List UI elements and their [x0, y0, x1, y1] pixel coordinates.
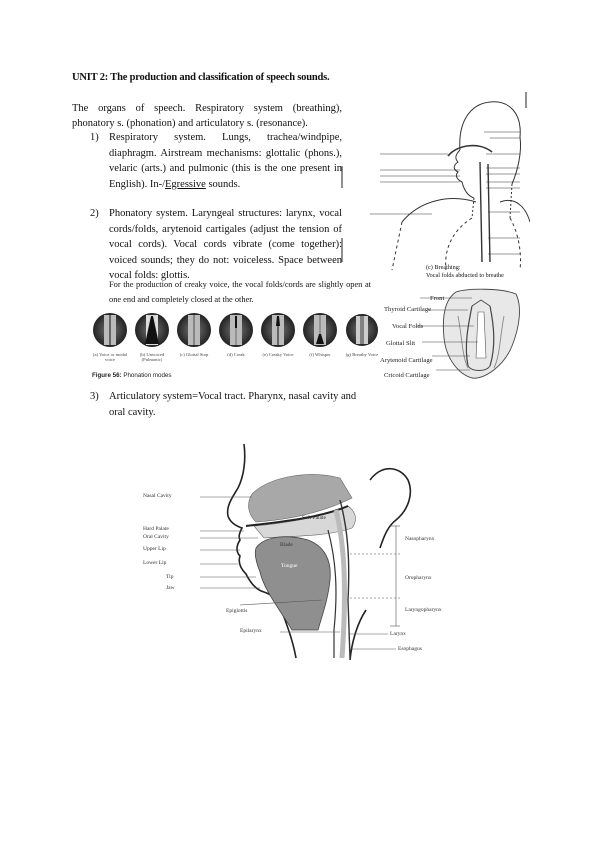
list-number: 1) [90, 132, 99, 143]
intro-paragraph: The organs of speech. Respiratory system (breathing), phonatory s. (phonation) and articulatory s. (resonance). [72, 103, 342, 129]
phonation-mode-label: (b) Unvoiced (Pulmonic) [139, 352, 165, 363]
phonation-mode-label: (e) Creaky Voice [262, 352, 294, 357]
label-thyroid-cartilage: Thyroid Cartilage [384, 306, 432, 313]
label-oropharynx: Oropharynx [405, 575, 432, 581]
vocal-folds-drawing [372, 286, 562, 386]
label-epilarynx: Epilarynx [240, 628, 262, 634]
label-blade: Blade [280, 542, 293, 548]
underlined-word: Egressive [165, 178, 206, 190]
list-number: 2) [90, 208, 99, 219]
caption-text: Phonation modes [123, 372, 172, 379]
label-soft-palate: Soft Palate [302, 515, 326, 521]
label-upper-lip: Upper Lip [143, 546, 166, 552]
phonation-mode-label: (g) Breathy Voice [345, 352, 379, 357]
vocal-folds-figure [372, 286, 562, 386]
breathing-caption-line2: Vocal folds abducted to breathe [426, 272, 504, 279]
label-arytenoid-cartilage: Arytenoid Cartilage [380, 357, 433, 364]
vocal-tract-figure [200, 440, 420, 660]
list-text: Articulatory system=Vocal tract. Pharynx, nasal cavity and oral cavity. [109, 391, 357, 418]
label-nasopharynx: Nasopharynx [405, 536, 435, 542]
respiratory-drawing [340, 92, 530, 272]
caption-label: Figure 56: [92, 372, 122, 379]
phonation-mode-label: (a) Voice or modal voice [92, 352, 128, 363]
list-text-end: sounds. [205, 178, 241, 190]
respiratory-system-figure [340, 92, 530, 272]
label-lower-lip: Lower Lip [143, 560, 167, 566]
list-text: Phonatory system. Laryngeal structures: larynx, vocal cords/folds, arytenoid cartigales (adjust the tension of vocal cords). Vocal cords vibrate (come together): voiced sounds; they do not: voiceless. Space between vocal folds: glottis. [109, 208, 342, 281]
label-nasal-cavity: Nasal Cavity [143, 493, 172, 499]
list-item-phonatory [90, 206, 342, 284]
label-laryngopharynx: Laryngopharynx [405, 607, 442, 613]
phonation-mode-label: (d) Creak [227, 352, 245, 357]
label-tongue: Tongue [281, 563, 298, 569]
vocal-tract-drawing [200, 440, 420, 660]
label-tip: Tip [166, 574, 174, 580]
list-item-articulatory [90, 389, 371, 420]
label-vocal-folds: Vocal Folds [392, 323, 424, 330]
label-front: Front [430, 295, 445, 302]
page-title: UNIT 2: The production and classification of speech sounds. [72, 72, 330, 83]
phonation-circles [88, 308, 378, 354]
list-text: Respiratory system. Lungs, trachea/windpipe, diaphragm. Airstream mechanisms: glottalic (phons.), velaric (arts.) and pulmonic (this is the one present in English). In-/ [109, 132, 342, 190]
label-oral-cavity: Oral Cavity [143, 534, 169, 540]
creaky-voice-note: For the production of creaky voice, the vocal folds/cords are slightly open at one end and completely closed at the other. [109, 280, 371, 304]
label-jaw: Jaw [166, 585, 175, 591]
label-glottal-slit: Glottal Slit [386, 340, 416, 347]
label-epiglottis: Epiglottis [226, 608, 248, 614]
breathing-caption-line1: (c) Breathing: [426, 264, 461, 271]
breathing-caption [426, 264, 556, 284]
list-number: 3) [90, 391, 99, 402]
label-larynx: Larynx [390, 631, 406, 637]
label-esophagus: Esophagus [398, 646, 422, 652]
phonation-mode-label: (c) Glottal Stop [179, 352, 209, 357]
list-item-respiratory [90, 130, 342, 192]
phonation-figure-caption [92, 372, 171, 379]
label-cricoid-cartilage: Cricoid Cartilage [384, 372, 430, 379]
label-hard-palate: Hard Palate [143, 526, 169, 532]
phonation-mode-label: (f) Whisper [309, 352, 331, 357]
